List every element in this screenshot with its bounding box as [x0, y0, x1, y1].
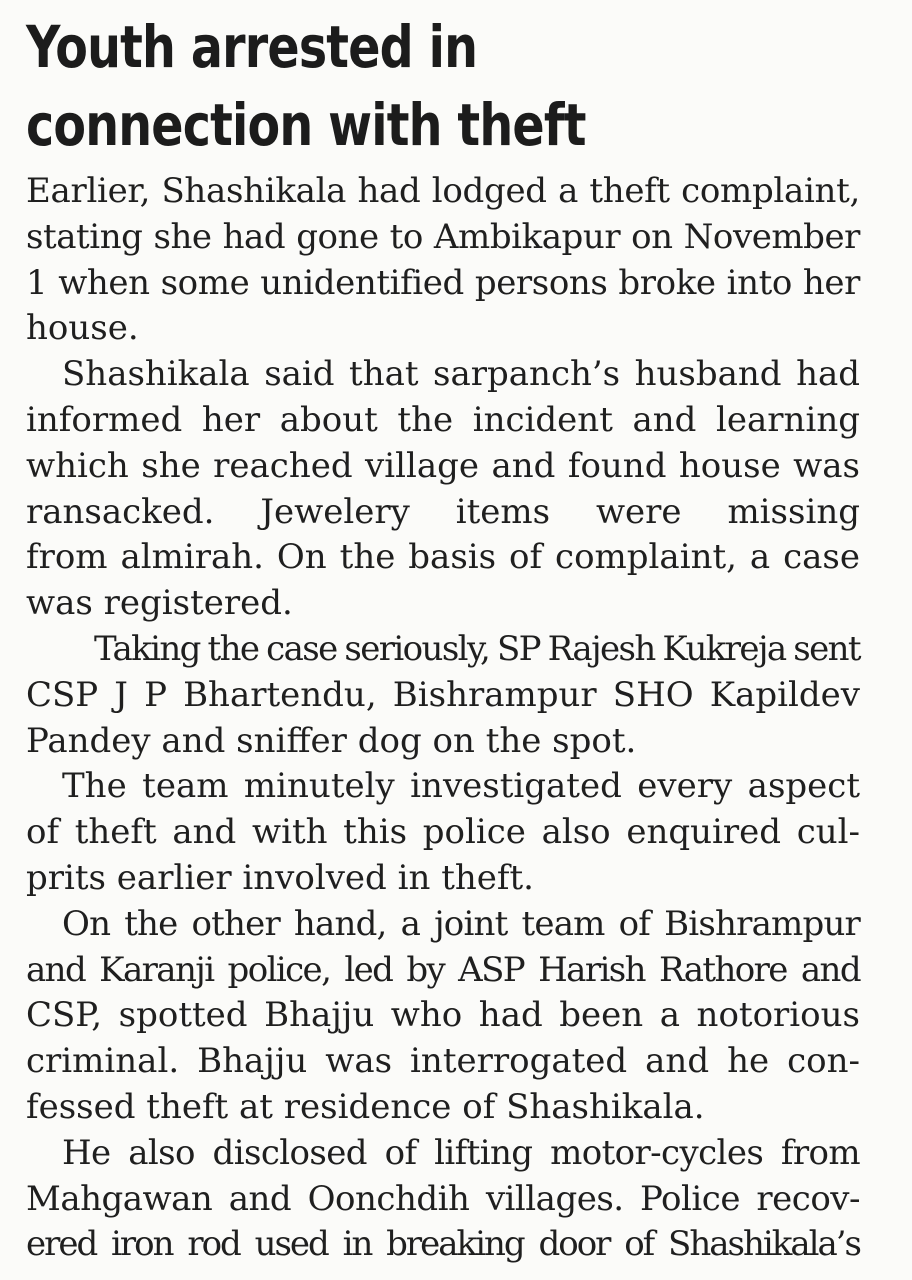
- text-line: ransacked. Jewelery items were missing: [26, 491, 860, 532]
- text-line: CSP J P Bhartendu, Bishrampur SHO Kapildev: [26, 674, 860, 715]
- text-line: house.: [26, 308, 139, 349]
- text-line: from almirah. On the basis of complaint, a case: [26, 537, 860, 578]
- text-line: and Karanji police, led by ASP Harish Rathore and: [26, 949, 860, 990]
- text-line: stating she had gone to Ambikapur on November: [26, 216, 860, 257]
- headline-line: connection with theft: [26, 91, 586, 159]
- text-line: Taking the case seriously, SP Rajesh Kukreja sent: [94, 628, 860, 669]
- paragraph-1: [26, 169, 860, 352]
- paragraph-5: [26, 902, 860, 1131]
- text-line: The team minutely investigated every aspect: [62, 766, 860, 807]
- text-line: fessed theft at residence of Shashikala.: [26, 1086, 705, 1127]
- text-line: CSP, spotted Bhajju who had been a notorious: [26, 995, 860, 1036]
- text-line: Earlier, Shashikala had lodged a theft complaint,: [26, 171, 860, 211]
- text-line: On the other hand, a joint team of Bishrampur: [62, 903, 860, 944]
- text-line: was registered.: [26, 583, 293, 624]
- text-line: He also disclosed of lifting motor-cycles from: [62, 1132, 860, 1173]
- text-line: Mahgawan and Oonchdih villages. Police recov-: [26, 1178, 860, 1219]
- paragraph-6: [26, 1131, 860, 1268]
- text-line: Shashikala said that sarpanch’s husband had: [62, 354, 860, 395]
- article-body: [26, 169, 860, 1268]
- text-line: informed her about the incident and learning: [26, 399, 860, 440]
- headline: [26, 8, 739, 164]
- paragraph-3: [26, 627, 860, 764]
- text-line: prits earlier involved in theft.: [26, 857, 534, 898]
- text-line: which she reached village and found house was: [26, 445, 860, 486]
- text-line: 1 when some unidentified persons broke into her: [26, 262, 860, 303]
- text-line: of theft and with this police also enquired cul-: [26, 812, 860, 853]
- paragraph-4: [26, 764, 860, 901]
- text-line: criminal. Bhajju was interrogated and he con-: [26, 1041, 860, 1082]
- text-line: Pandey and sniffer dog on the spot.: [26, 720, 637, 761]
- text-line: ered iron rod used in breaking door of Shashikala’s: [26, 1224, 860, 1265]
- headline-line: Youth arrested in: [26, 13, 478, 81]
- paragraph-2: [26, 352, 860, 627]
